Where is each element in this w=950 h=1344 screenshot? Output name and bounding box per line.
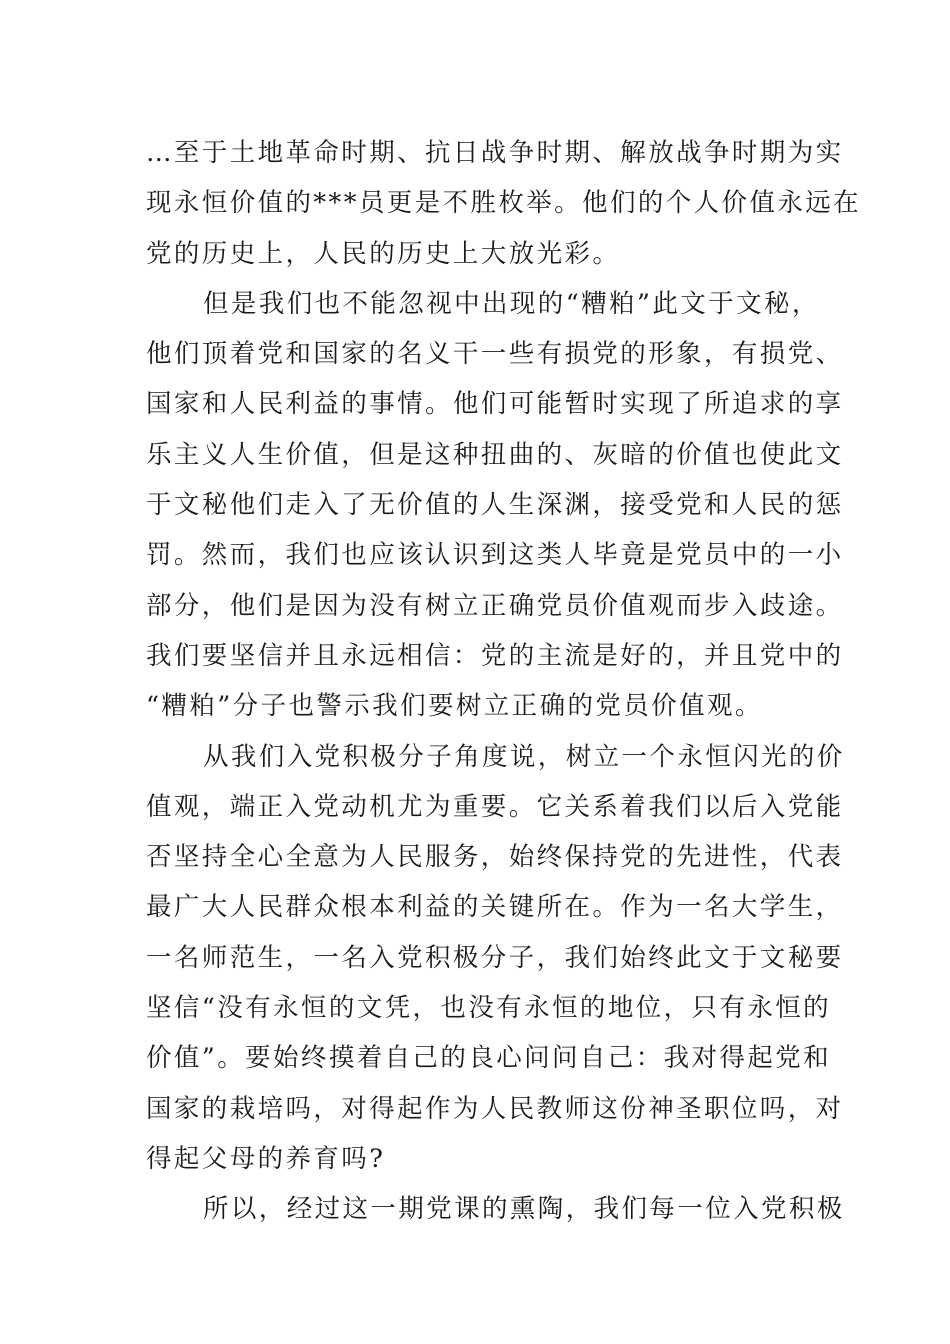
- paragraph-start-line: 从我们入党积极分子角度说，树立一个永恒闪光的价: [203, 741, 845, 772]
- body-text: [146, 128, 862, 1235]
- text-line: 于文秘他们走入了无价值的人生深渊，接受党和人民的惩: [146, 490, 844, 521]
- text-line: 值观，端正入党动机尤为重要。它关系着我们以后入党能: [146, 791, 844, 822]
- text-line: 国家的栽培吗，对得起作为人民教师这份神圣职位吗，对: [146, 1093, 844, 1124]
- text-line: 得起父母的养育吗?: [146, 1143, 386, 1174]
- text-line: 我们要坚信并且永远相信：党的主流是好的，并且党中的: [146, 640, 844, 671]
- text-line: 坚信“没有永恒的文凭，也没有永恒的地位，只有永恒的: [146, 993, 832, 1024]
- text-line: 罚。然而，我们也应该认识到这类人毕竟是党员中的一小: [146, 540, 844, 571]
- paragraph-start-line: 但是我们也不能忽视中出现的“糟粕”此文于文秘，: [203, 288, 820, 319]
- text-line: 否坚持全心全意为人民服务，始终保持党的先进性，代表: [146, 842, 844, 873]
- text-line: “糟粕”分子也警示我们要树立正确的党员价值观。: [146, 691, 763, 722]
- text-line: 乐主义人生价值，但是这种扭曲的、灰暗的价值也使此文: [146, 439, 844, 470]
- text-line: 党的历史上，人民的历史上大放光彩。: [146, 238, 621, 269]
- text-line: 一名师范生，一名入党积极分子，我们始终此文于文秘要: [146, 942, 844, 973]
- text-line: 价值”。要始终摸着自己的良心问问自己：我对得起党和: [146, 1043, 832, 1074]
- text-line: 现永恒价值的***员更是不胜枚举。他们的个人价值永远在: [146, 188, 862, 219]
- text-line: 最广大人民群众根本利益的关键所在。作为一名大学生，: [146, 892, 844, 923]
- paragraph-start-line: 所以，经过这一期党课的熏陶，我们每一位入党积极: [203, 1194, 845, 1225]
- text-line: 部分，他们是因为没有树立正确党员价值观而步入歧途。: [146, 590, 844, 621]
- text-line: 国家和人民利益的事情。他们可能暂时实现了所追求的享: [146, 389, 844, 420]
- text-line: …至于土地革命时期、抗日战争时期、解放战争时期为实: [146, 138, 844, 168]
- text-line: 他们顶着党和国家的名义干一些有损党的形象，有损党、: [146, 339, 844, 370]
